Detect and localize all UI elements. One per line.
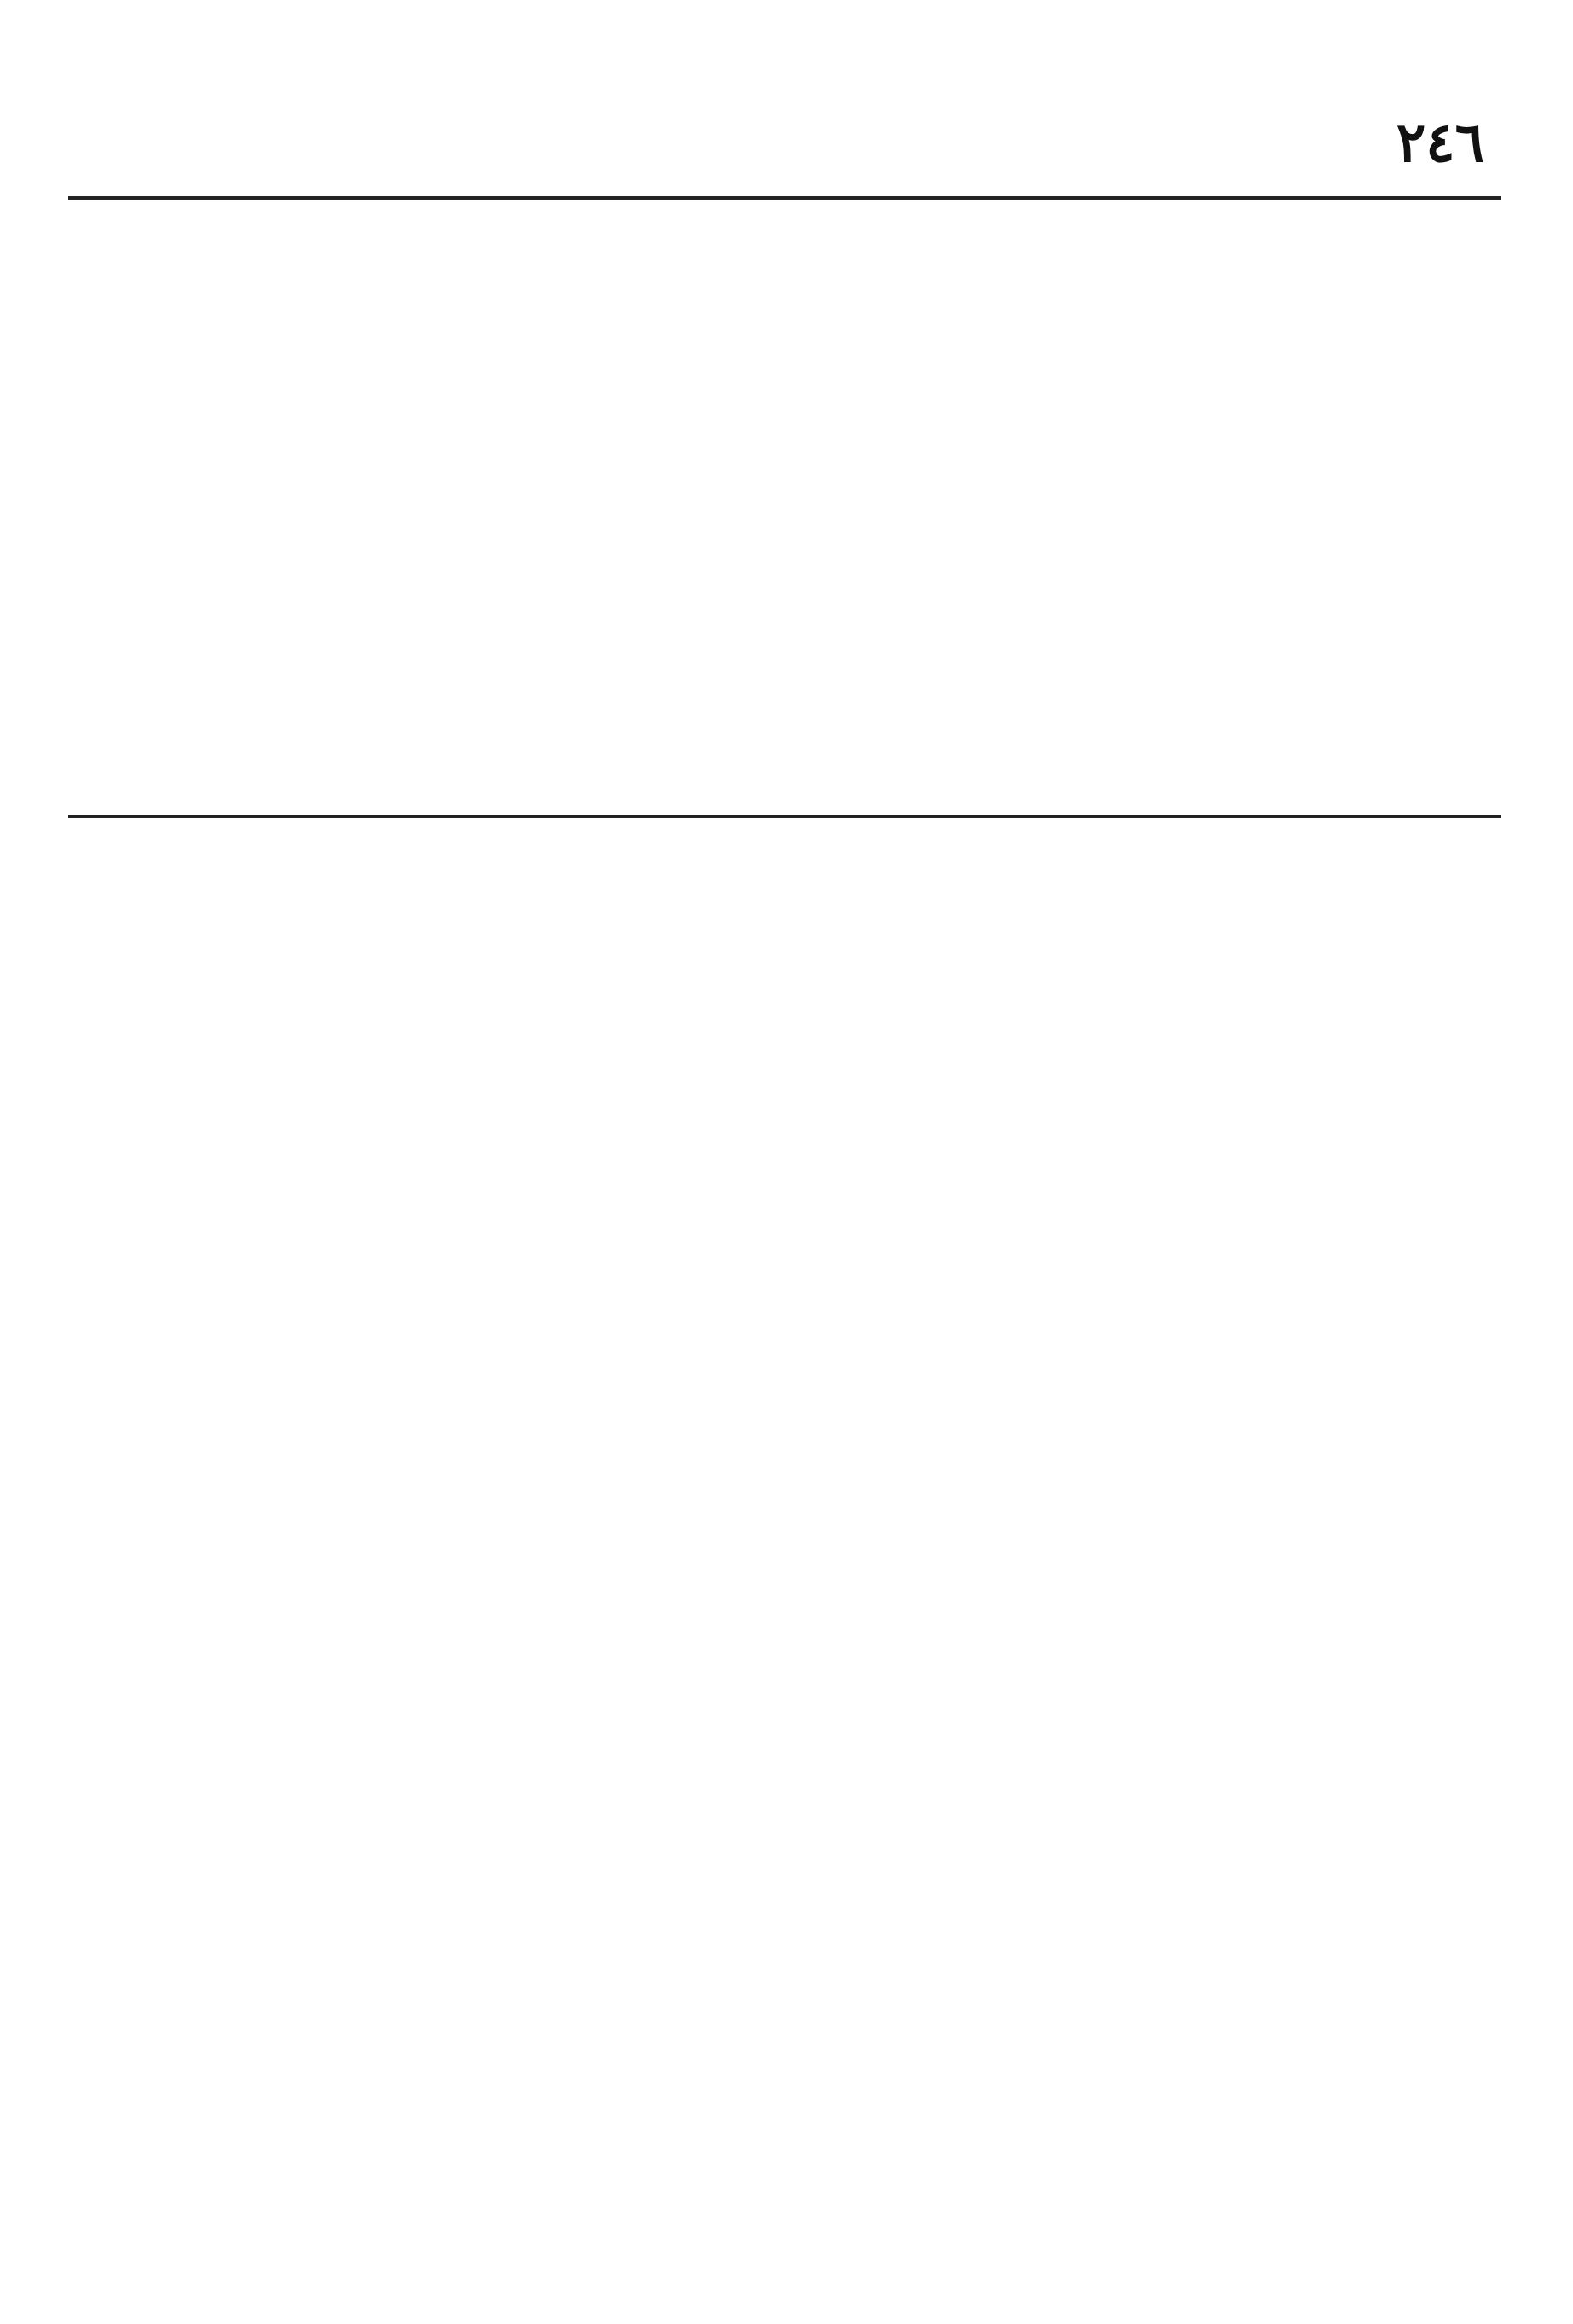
running-title xyxy=(85,119,853,171)
text-line xyxy=(77,1713,1493,1761)
text-line xyxy=(77,2000,1493,2048)
text-line xyxy=(77,1426,1493,1474)
text-line xyxy=(77,853,1493,901)
text-line xyxy=(77,996,1493,1044)
text-line xyxy=(77,1140,1493,1188)
commentary-block xyxy=(77,853,1493,2218)
watermark xyxy=(1061,2230,1505,2264)
text-line xyxy=(77,1856,1493,1904)
text-line xyxy=(77,1498,1493,1546)
text-line xyxy=(77,239,1493,287)
text-line xyxy=(77,1570,1493,1618)
text-line xyxy=(77,1785,1493,1833)
text-line xyxy=(77,1355,1493,1403)
text-line xyxy=(77,2071,1493,2119)
text-line xyxy=(77,1928,1493,1976)
text-line xyxy=(77,597,1493,645)
section-divider xyxy=(68,815,1501,818)
text-line xyxy=(77,526,1493,573)
text-line xyxy=(77,382,1493,430)
page-header xyxy=(68,102,1501,200)
text-line xyxy=(77,1283,1493,1331)
main-text-block xyxy=(77,239,1493,785)
text-line xyxy=(77,1211,1493,1259)
text-line xyxy=(77,311,1493,358)
text-line xyxy=(77,925,1493,973)
page-number: ٢٤٦ xyxy=(1396,111,1484,175)
text-line xyxy=(77,1068,1493,1116)
text-line xyxy=(77,454,1493,502)
text-line xyxy=(77,669,1493,717)
text-line xyxy=(77,1641,1493,1689)
